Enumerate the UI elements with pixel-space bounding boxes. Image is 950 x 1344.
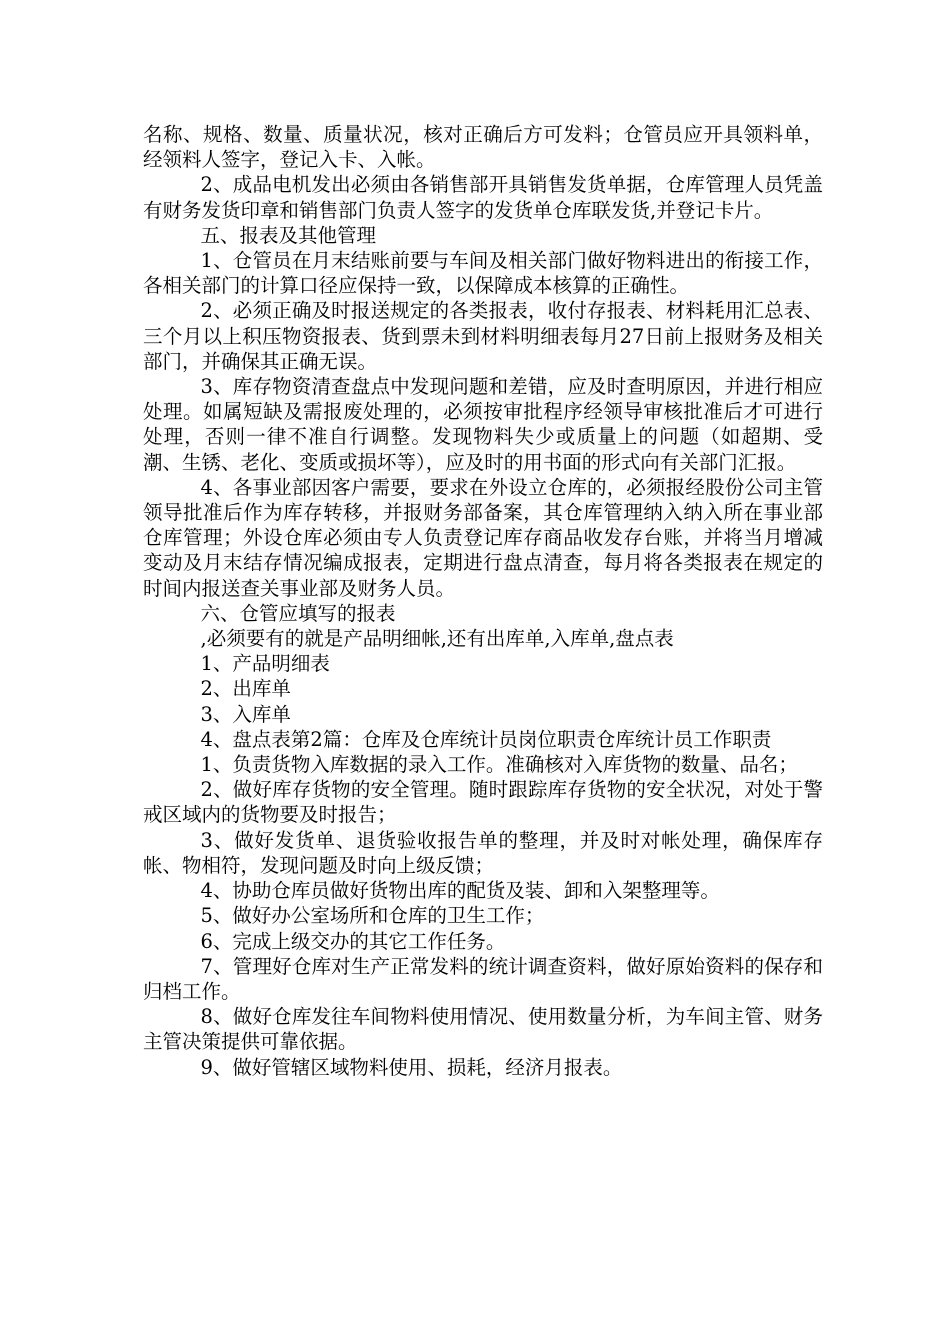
section-heading-5: 五、报表及其他管理 [200, 223, 377, 247]
paragraph-4: 2、必须正确及时报送规定的各类报表，收付存报表、材料耗用汇总表、三个月以上积压物资报表、货到票未到材料明细表每月27日前上报财务及相关部门，并确保其正确无误。 [143, 299, 823, 373]
paragraph-7: ,必须要有的就是产品明细帐,还有出库单,入库单,盘点表 [200, 627, 674, 651]
document-page [143, 122, 823, 1080]
list-item: 1、产品明细表 [200, 652, 330, 676]
paragraph-2: 2、成品电机发出必须由各销售部开具销售发货单据，仓库管理人员凭盖有财务发货印章和销售部门负责人签字的发货单仓库联发货,并登记卡片。 [143, 173, 823, 222]
duty-item: 2、做好库存货物的安全管理。随时跟踪库存货物的安全状况，对处于警戒区域内的货物要及时报告； [143, 778, 823, 827]
list-item: 3、入库单 [200, 702, 291, 726]
list-item: 2、出库单 [200, 677, 291, 701]
paragraph-3: 1、仓管员在月末结账前要与车间及相关部门做好物料进出的衔接工作，各相关部门的计算口径应保持一致，以保障成本核算的正确性。 [143, 249, 823, 298]
section-heading-6: 六、仓管应填写的报表 [200, 601, 396, 625]
duty-item: 7、管理好仓库对生产正常发料的统计调查资料，做好原始资料的保存和归档工作。 [143, 954, 823, 1003]
list-item: 4、盘点表第2篇：仓库及仓库统计员岗位职责仓库统计员工作职责 [200, 727, 772, 751]
duty-item: 4、协助仓库员做好货物出库的配货及装、卸和入架整理等。 [200, 879, 720, 903]
duty-item: 3、做好发货单、退货验收报告单的整理，并及时对帐处理，确保库存帐、物相符，发现问题及时向上级反馈； [143, 828, 823, 877]
paragraph-5: 3、库存物资清查盘点中发现问题和差错，应及时查明原因，并进行相应处理。如属短缺及需报废处理的，必须按审批程序经领导审核批准后才可进行处理，否则一律不准自行调整。发现物料失少或质量上的问题（如超期、受潮、生锈、老化、变质或损坏等），应及时的用书面的形式向有关部门汇报。 [143, 375, 823, 474]
paragraph-1: 名称、规格、数量、质量状况，核对正确后方可发料；仓管员应开具领料单，经领料人签字，登记入卡、入帐。 [143, 123, 823, 172]
duty-item: 9、做好管辖区域物料使用、损耗，经济月报表。 [200, 1055, 623, 1079]
duty-item: 6、完成上级交办的其它工作任务。 [200, 929, 506, 953]
paragraph-6: 4、各事业部因客户需要，要求在外设立仓库的，必须报经股份公司主管领导批准后作为库存转移，并报财务部备案，其仓库管理纳入纳入所在事业部仓库管理；外设仓库必须由专人负责登记库存商品收发存台账，并将当月增减变动及月末结存情况编成报表，定期进行盘点清查，每月将各类报表在规定的时间内报送查关事业部及财务人员。 [143, 475, 823, 600]
duty-item: 8、做好仓库发往车间物料使用情况、使用数量分析，为车间主管、财务主管决策提供可靠依据。 [143, 1005, 823, 1054]
duty-item: 1、负责货物入库数据的录入工作。准确核对入库货物的数量、品名； [200, 753, 798, 777]
duty-item: 5、做好办公室场所和仓库的卫生工作； [200, 904, 545, 928]
